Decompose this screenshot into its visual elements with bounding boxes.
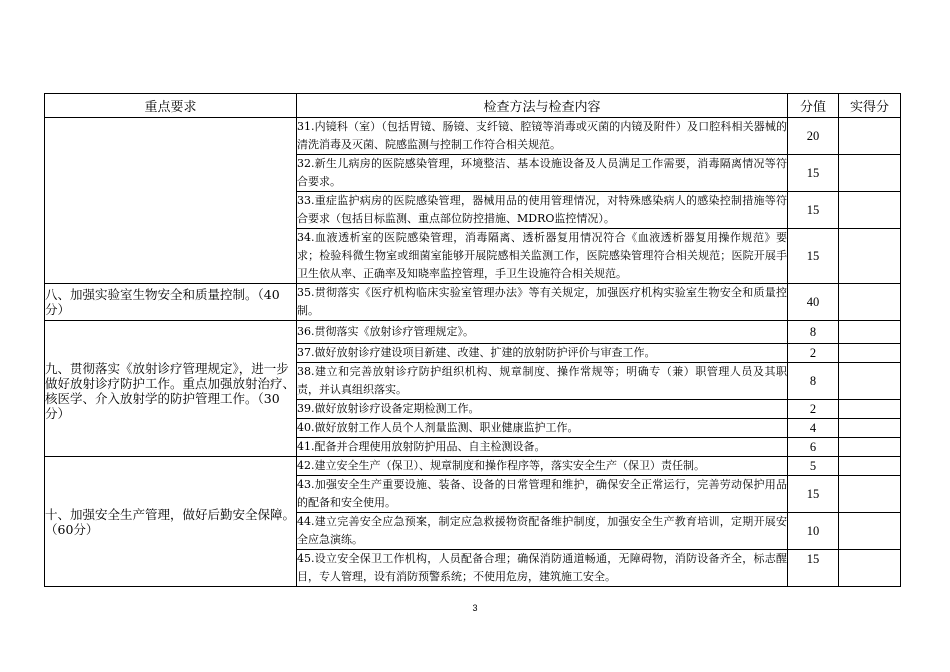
inspection-table [44,93,901,587]
table-header-row [45,94,901,118]
actual-score-cell[interactable] [839,400,901,419]
requirement-section-8: 八、加强实验室生物安全和质量控制。（40分） [45,284,297,321]
item-score: 2 [788,400,839,419]
item-text: 45.设立安全保卫工作机构，人员配备合理；确保消防通道畅通，无障碍物，消防设备齐全，标志醒目，专人管理，设有消防预警系统；不使用危房，建筑施工安全。 [297,550,788,587]
item-score: 4 [788,419,839,438]
item-score: 20 [788,118,839,155]
item-score: 8 [788,321,839,344]
requirement-cell-continued [45,118,297,284]
item-text: 33.重症监护病房的医院感染管理，器械用品的使用管理情况，对特殊感染病人的感染控制措施等符合要求（包括目标监测、重点部位防控措施、MDRO监控情况）。 [297,192,788,229]
actual-score-cell[interactable] [839,513,901,550]
item-text: 40.做好放射工作人员个人剂量监测、职业健康监护工作。 [297,419,788,438]
actual-score-cell[interactable] [839,155,901,192]
actual-score-cell[interactable] [839,363,901,400]
item-text: 39.做好放射诊疗设备定期检测工作。 [297,400,788,419]
actual-score-cell[interactable] [839,438,901,457]
item-score: 8 [788,363,839,400]
actual-score-cell[interactable] [839,419,901,438]
header-actual-score: 实得分 [839,94,901,118]
page-number: 3 [472,603,478,613]
item-score: 40 [788,284,839,321]
actual-score-cell[interactable] [839,344,901,363]
item-score: 5 [788,457,839,476]
actual-score-cell[interactable] [839,321,901,344]
item-score: 6 [788,438,839,457]
actual-score-cell[interactable] [839,476,901,513]
item-score: 10 [788,513,839,550]
actual-score-cell[interactable] [839,118,901,155]
item-score: 15 [788,192,839,229]
table-row [45,321,901,344]
actual-score-cell[interactable] [839,550,901,587]
actual-score-cell[interactable] [839,457,901,476]
item-score: 15 [788,550,839,587]
item-score: 15 [788,476,839,513]
item-text: 34.血液透析室的医院感染管理，消毒隔离、透析器复用情况符合《血液透析器复用操作规范》要求；检验科微生物室或细菌室能够开展院感相关监测工作，医院感染管理符合相关规范；医院开展手卫生依从率、正确率及知晓率监控管理，手卫生设施符合相关规范。 [297,229,788,284]
requirement-section-10: 十、加强安全生产管理，做好后勤安全保障。（60分） [45,457,297,587]
item-score: 2 [788,344,839,363]
requirement-section-9: 九、贯彻落实《放射诊疗管理规定》，进一步做好放射诊疗防护工作。重点加强放射治疗、核医学、介入放射学的防护管理工作。（30分） [45,321,297,457]
actual-score-cell[interactable] [839,284,901,321]
item-text: 43.加强安全生产重要设施、装备、设备的日常管理和维护，确保安全正常运行，完善劳动保护用品的配备和安全使用。 [297,476,788,513]
item-text: 42.建立安全生产（保卫）、规章制度和操作程序等，落实安全生产（保卫）责任制。 [297,457,788,476]
table-row [45,118,901,155]
item-text: 32.新生儿病房的医院感染管理，环境整洁、基本设施设备及人员满足工作需要，消毒隔离情况等符合要求。 [297,155,788,192]
actual-score-cell[interactable] [839,229,901,284]
item-text: 37.做好放射诊疗建设项目新建、改建、扩建的放射防护评价与审查工作。 [297,344,788,363]
table-row [45,284,901,321]
item-text: 44.建立完善安全应急预案，制定应急救援物资配备维护制度，加强安全生产教育培训，定期开展安全应急演练。 [297,513,788,550]
item-text: 38.建立和完善放射诊疗防护组织机构、规章制度、操作常规等；明确专（兼）职管理人员及其职责，并认真组织落实。 [297,363,788,400]
header-score: 分值 [788,94,839,118]
header-requirement: 重点要求 [45,94,297,118]
actual-score-cell[interactable] [839,192,901,229]
item-score: 15 [788,155,839,192]
item-text: 31.内镜科（室）（包括胃镜、肠镜、支纤镜、腔镜等消毒或灭菌的内镜及附件）及口腔科相关器械的清洗消毒及灭菌、院感监测与控制工作符合相关规范。 [297,118,788,155]
table-row [45,457,901,476]
item-text: 41.配备并合理使用放射防护用品、自主检测设备。 [297,438,788,457]
item-text: 35.贯彻落实《医疗机构临床实验室管理办法》等有关规定，加强医疗机构实验室生物安全和质量控制。 [297,284,788,321]
header-method: 检查方法与检查内容 [297,94,788,118]
item-text: 36.贯彻落实《放射诊疗管理规定》。 [297,321,788,344]
item-score: 15 [788,229,839,284]
